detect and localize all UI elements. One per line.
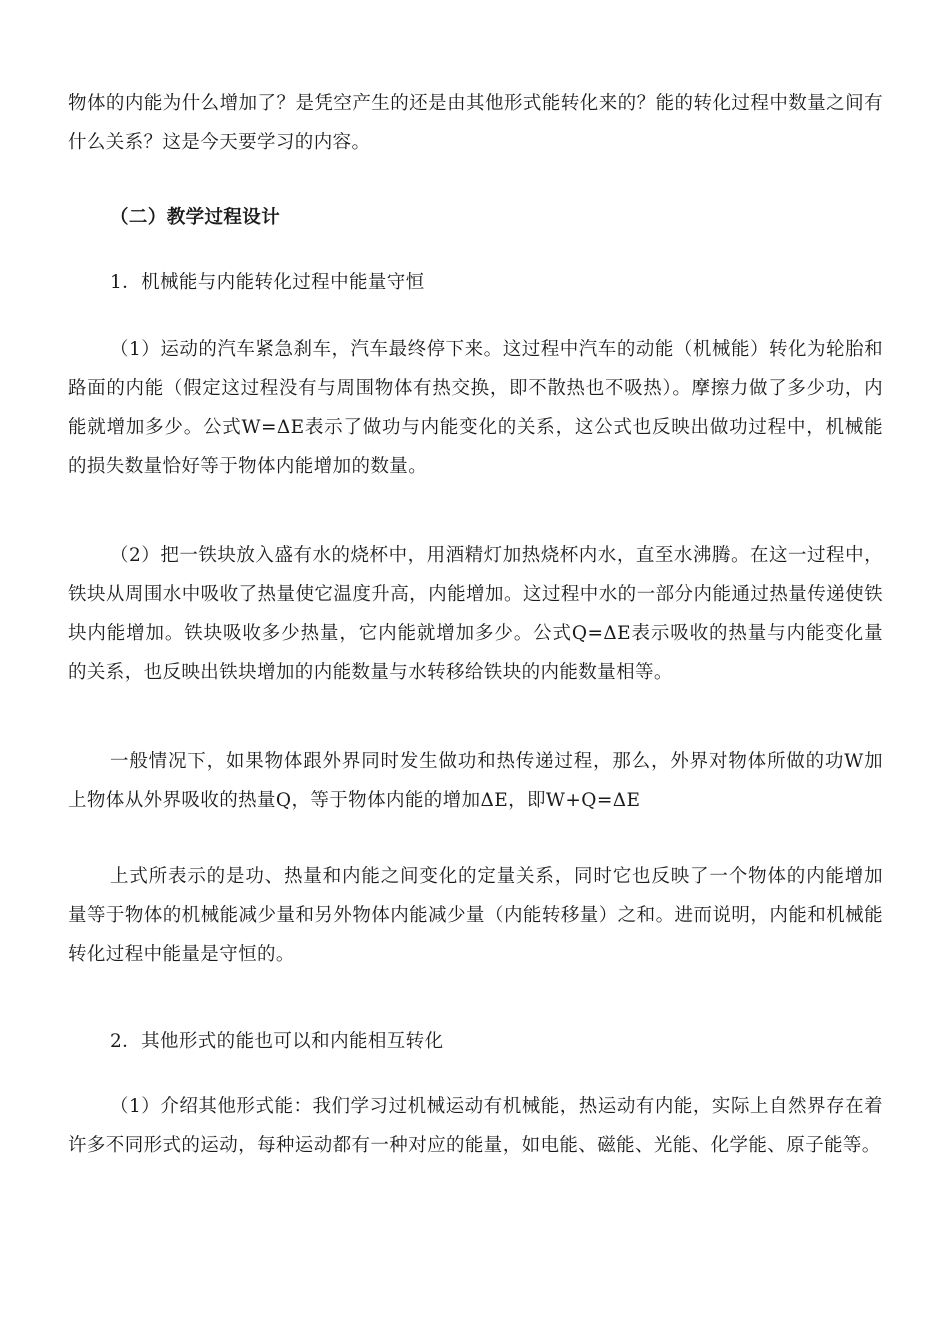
subheading-other-forms-energy: 2．其他形式的能也可以和内能相互转化	[110, 1031, 444, 1052]
paragraph-general-case: 一般情况下，如果物体跟外界同时发生做功和热传递过程，那么，外界对物体所做的功W加上物体从外界吸收的热量Q，等于物体内能的增加ΔE，即W+Q=ΔE	[68, 751, 883, 811]
paragraph-intro: 物体的内能为什么增加了？是凭空产生的还是由其他形式能转化来的？能的转化过程中数量之间有什么关系？这是今天要学习的内容。	[68, 93, 883, 153]
section-heading-process-design: （二）教学过程设计	[110, 207, 281, 228]
paragraph-conservation: 上式所表示的是功、热量和内能之间变化的定量关系，同时它也反映了一个物体的内能增加量等于物体的机械能减少量和另外物体内能减少量（内能转移量）之和。进而说明，内能和机械能转化过程中能量是守恒的。	[68, 866, 883, 965]
subheading-mechanical-internal-energy: 1．机械能与内能转化过程中能量守恒	[110, 272, 425, 293]
paragraph-iron-block: （2）把一铁块放入盛有水的烧杯中，用酒精灯加热烧杯内水，直至水沸腾。在这一过程中，铁块从周围水中吸收了热量使它温度升高，内能增加。这过程中水的一部分内能通过热量传递使铁块内能增加。铁块吸收多少热量，它内能就增加多少。公式Q=ΔE表示吸收的热量与内能变化量的关系，也反映出铁块增加的内能数量与水转移给铁块的内能数量相等。	[68, 545, 883, 683]
paragraph-car-braking: （1）运动的汽车紧急刹车，汽车最终停下来。这过程中汽车的动能（机械能）转化为轮胎和路面的内能（假定这过程没有与周围物体有热交换，即不散热也不吸热）。摩擦力做了多少功，内能就增加多少。公式W=ΔE表示了做功与内能变化的关系，这公式也反映出做功过程中，机械能的损失数量恰好等于物体内能增加的数量。	[68, 339, 883, 477]
paragraph-other-forms: （1）介绍其他形式能：我们学习过机械运动有机械能，热运动有内能，实际上自然界存在着许多不同形式的运动，每种运动都有一种对应的能量，如电能、磁能、光能、化学能、原子能等。	[68, 1096, 883, 1156]
